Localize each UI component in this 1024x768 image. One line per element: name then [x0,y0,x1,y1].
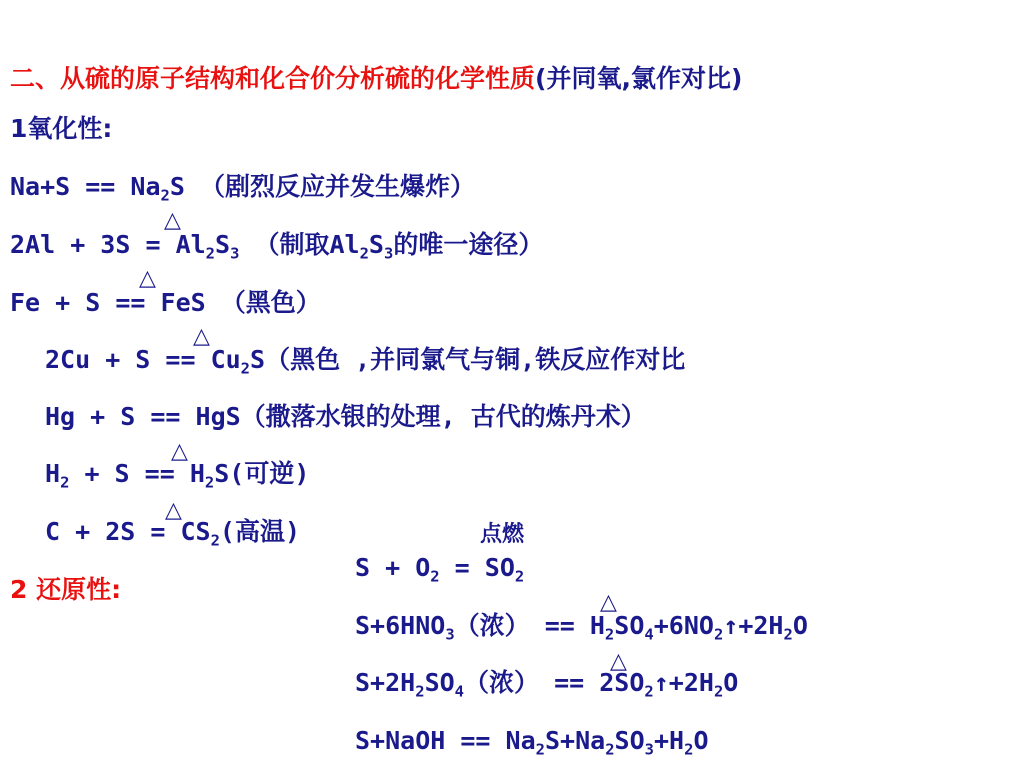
equation-text: S（黑色 ,并同氯气与铜,铁反应作对比 [250,345,686,374]
equation-text: S （剧烈反应并发生爆炸） [169,172,475,201]
subscript: 2 [160,186,170,205]
subscript: 2 [205,244,216,263]
equation-text: S+2H [355,668,416,697]
equation-fe [10,288,321,318]
subscript: 3 [230,244,240,263]
subscript: 2 [359,244,369,263]
equation-text: Fe + S == FeS （黑色） [10,288,321,317]
subscript: 4 [644,625,654,644]
equation-hg [45,402,646,432]
equation-text: S+NaOH == Na [355,726,536,755]
equation-text: O [792,611,808,640]
heat-triangle-icon: △ [164,208,181,233]
equation-h2 [45,459,310,492]
subscript: 2 [514,567,525,586]
equation-text: O [723,668,739,697]
equation-text: + S == H [69,459,205,488]
equation-text: C + 2S = CS [45,517,211,546]
subscript: 2 [240,359,251,378]
heat-triangle-icon: △ [139,266,156,291]
heat-triangle-icon: △ [610,649,627,674]
equation-text: （浓） == 2SO [464,668,645,697]
equation-text: ↑+2H [653,668,714,697]
equation-text: SO [424,668,455,697]
equation-text: S [215,230,231,259]
equation-text: ↑+2H [723,611,784,640]
equation-al [10,230,544,263]
equation-text: （浓） == H [454,611,605,640]
equation-naoh [355,726,709,759]
title-note: (并同氧,氯作对比) [535,64,743,93]
page-title [10,64,742,94]
heat-triangle-icon: △ [600,590,617,615]
subscript: 2 [783,625,793,644]
equation-text: +H [653,726,685,755]
equation-na [10,172,475,205]
subscript: 2 [415,682,425,701]
subscript: 2 [604,625,615,644]
equation-text: S(可逆) [214,459,310,488]
equation-text: H [45,459,61,488]
subscript: 2 [713,682,724,701]
equation-text: 的唯一途径） [393,230,544,259]
subscript: 3 [644,740,654,759]
subscript: 2 [535,740,545,759]
heat-triangle-icon: △ [165,498,182,523]
equation-o2 [355,553,525,586]
equation-cu [45,345,686,378]
equation-text: （制取Al [239,230,360,259]
equation-text: 2Al + 3S = Al [10,230,206,259]
subscript: 4 [454,682,465,701]
equation-text: 2Cu + S == Cu [45,345,241,374]
equation-text: S+Na [544,726,606,755]
equation-text: = SO [439,553,515,582]
subscript: 3 [445,625,455,644]
title-main: 二、从硫的原子结构和化合价分析硫的化学性质 [10,64,536,93]
equation-hno3 [355,611,808,644]
subscript: 3 [383,244,394,263]
subscript: 2 [684,740,694,759]
equation-c [45,517,301,550]
section-oxidation-heading: 1氧化性: [10,114,113,143]
ignite-condition: 点燃 [480,522,525,547]
subscript: 2 [210,531,220,550]
heat-triangle-icon: △ [171,439,188,464]
equation-text: Na+S == Na [10,172,161,201]
equation-text: SO [614,611,645,640]
section-reduction-heading: 2 还原性: [10,575,122,604]
equation-text: +6NO [653,611,714,640]
equation-text: SO [614,726,645,755]
equation-text: S [368,230,384,259]
subscript: 2 [644,682,654,701]
subscript: 2 [605,740,615,759]
equation-text: (高温) [219,517,301,546]
subscript: 2 [60,473,70,492]
equation-text: S + O [355,553,431,582]
subscript: 2 [430,567,440,586]
equation-text: Hg + S == HgS（撒落水银的处理, 古代的炼丹术） [45,402,646,431]
subscript: 2 [713,625,724,644]
equation-h2so4 [355,668,739,701]
subscript: 2 [204,473,215,492]
heat-triangle-icon: △ [193,324,210,349]
equation-text: S+6HNO [355,611,446,640]
equation-text: O [693,726,709,755]
